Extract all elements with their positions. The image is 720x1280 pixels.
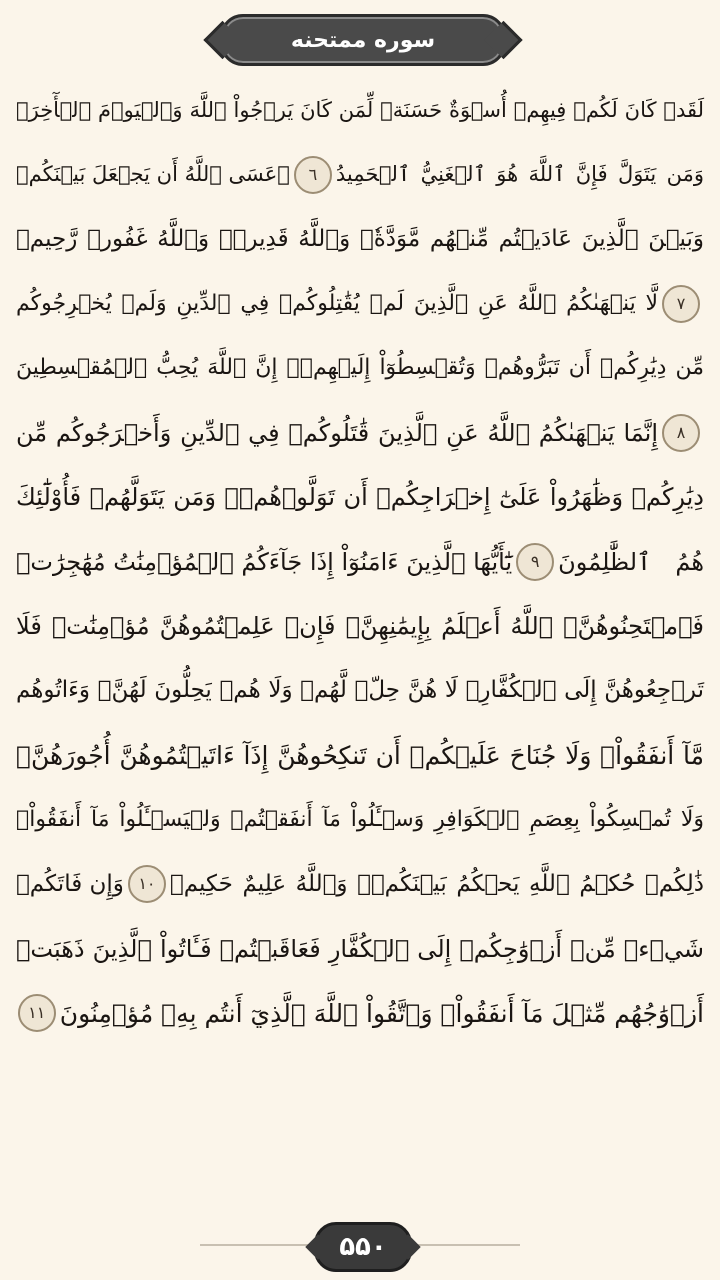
header-frame [0, 0, 720, 70]
verse-line [16, 594, 704, 659]
quran-text-area [16, 78, 704, 1046]
verse-line [16, 336, 704, 401]
verse-text: تَرۡجِعُوهُنَّ إِلَى ٱلۡكُفَّارِۖ لَا هُنَّ حِلّٞ لَّهُمۡ وَلَا هُمۡ يَحِلُّونَ لَهُنَّۖ وَءَاتُوهُم [16, 677, 704, 704]
verse-text: مِّن دِيَٰرِكُمۡ أَن تَبَرُّوهُمۡ وَتُقۡسِطُوٓاْ إِلَيۡهِمۡۚ إِنَّ ٱللَّهَ يُحِبُّ ٱلۡمُقۡسِطِينَ [16, 355, 704, 381]
verse-text: يَٰٓأَيُّهَا ٱلَّذِينَ ءَامَنُوٓاْ إِذَا جَآءَكُمُ ٱلۡمُؤۡمِنَٰتُ مُهَٰجِرَٰتٖ [16, 547, 513, 576]
verse-line [16, 917, 704, 982]
page-rule-right [410, 1244, 520, 1246]
ayah-number-marker: ٩ [516, 543, 554, 581]
ayah-number-marker: ٧ [662, 285, 700, 323]
verse-text: لَقَدۡ كَانَ لَكُمۡ فِيهِمۡ أُسۡوَةٌ حَسَنَةٞ لِّمَن كَانَ يَرۡجُواْ ٱللَّهَ وَٱلۡيَوۡمَ ٱلۡأٓخِرَۚ [16, 97, 704, 122]
verse-text: ۞عَسَى ٱللَّهُ أَن يَجۡعَلَ بَيۡنَكُمۡ [16, 162, 290, 187]
verse-line [16, 207, 704, 272]
verse-line [16, 852, 704, 917]
verse-text: دِيَٰرِكُمۡ وَظَٰهَرُواْ عَلَىٰٓ إِخۡرَاجِكُمۡ أَن تَوَلَّوۡهُمۡۚ وَمَن يَتَوَلَّهُمۡ فَأُوْلَٰٓئِكَ [16, 483, 704, 512]
verse-line [16, 272, 704, 337]
verse-text: لَّا يَنۡهَىٰكُمُ ٱللَّهُ عَنِ ٱلَّذِينَ لَمۡ يُقَٰتِلُوكُمۡ فِي ٱلدِّينِ وَلَمۡ يُخۡرِجُوكُم [16, 290, 658, 316]
verse-line [16, 723, 704, 788]
page-number-bar [0, 1222, 720, 1268]
verse-line [16, 788, 704, 853]
verse-line [16, 401, 704, 466]
verse-line [16, 981, 704, 1046]
surah-title-banner [220, 14, 506, 66]
verse-text: هُمُ ٱلظَّٰلِمُونَ [558, 547, 704, 576]
page-rule-left [200, 1244, 310, 1246]
verse-text: وَلَا تُمۡسِكُواْ بِعِصَمِ ٱلۡكَوَافِرِ وَسۡـَٔلُواْ مَآ أَنفَقۡتُمۡ وَلۡيَسۡـَٔلُواْ مَآ أَنفَقُواْۚ [16, 806, 704, 832]
verse-line [16, 659, 704, 724]
verse-line [16, 465, 704, 530]
page-number-badge [314, 1222, 412, 1272]
verse-text: إِنَّمَا يَنۡهَىٰكُمُ ٱللَّهُ عَنِ ٱلَّذِينَ قَٰتَلُوكُمۡ فِي ٱلدِّينِ وَأَخۡرَجُوكُم مِّن [16, 418, 658, 447]
verse-text: وَبَيۡنَ ٱلَّذِينَ عَادَيۡتُم مِّنۡهُم مَّوَدَّةٗۚ وَٱللَّهُ قَدِيرٞۚ وَٱللَّهُ غَفُورٞ رَّحِيمٞ [16, 225, 704, 252]
verse-text: ذَٰلِكُمۡ حُكۡمُ ٱللَّهِ يَحۡكُمُ بَيۡنَكُمۡۖ وَٱللَّهُ عَلِيمٌ حَكِيمٞ [169, 870, 704, 897]
verse-text: شَيۡءٞ مِّنۡ أَزۡوَٰجِكُمۡ إِلَى ٱلۡكُفَّارِ فَعَاقَبۡتُمۡ فَـَٔاتُواْ ٱلَّذِينَ ذَهَبَتۡ [16, 934, 704, 963]
verse-text: فَٱمۡتَحِنُوهُنَّۖ ٱللَّهُ أَعۡلَمُ بِإِيمَٰنِهِنَّۖ فَإِنۡ عَلِمۡتُمُوهُنَّ مُؤۡمِنَٰتٖ فَلَا [16, 612, 704, 641]
verse-text: أَزۡوَٰجُهُم مِّثۡلَ مَآ أَنفَقُواْۚ وَٱتَّقُواْ ٱللَّهَ ٱلَّذِيٓ أَنتُم بِهِۦ مُؤۡمِنُونَ [59, 998, 704, 1028]
page-number: ۵۵۰ [339, 1232, 387, 1262]
verse-text: وَمَن يَتَوَلَّ فَإِنَّ ٱللَّهَ هُوَ ٱلۡغَنِيُّ ٱلۡحَمِيدُ [335, 162, 704, 187]
verse-line [16, 530, 704, 595]
verse-line [16, 143, 704, 208]
verse-text: مَّآ أَنفَقُواْۚ وَلَا جُنَاحَ عَلَيۡكُمۡ أَن تَنكِحُوهُنَّ إِذَآ ءَاتَيۡتُمُوهُنَّ أُجُورَهُنَّۚ [16, 740, 704, 770]
ayah-number-marker: ١١ [18, 994, 56, 1032]
verse-line [16, 78, 704, 143]
surah-title: سوره ممتحنه [290, 27, 436, 53]
verse-text: وَإِن فَاتَكُمۡ [16, 870, 124, 897]
ayah-number-marker: ١٠ [128, 865, 166, 903]
ayah-number-marker: ٦ [294, 156, 332, 194]
ayah-number-marker: ٨ [662, 414, 700, 452]
